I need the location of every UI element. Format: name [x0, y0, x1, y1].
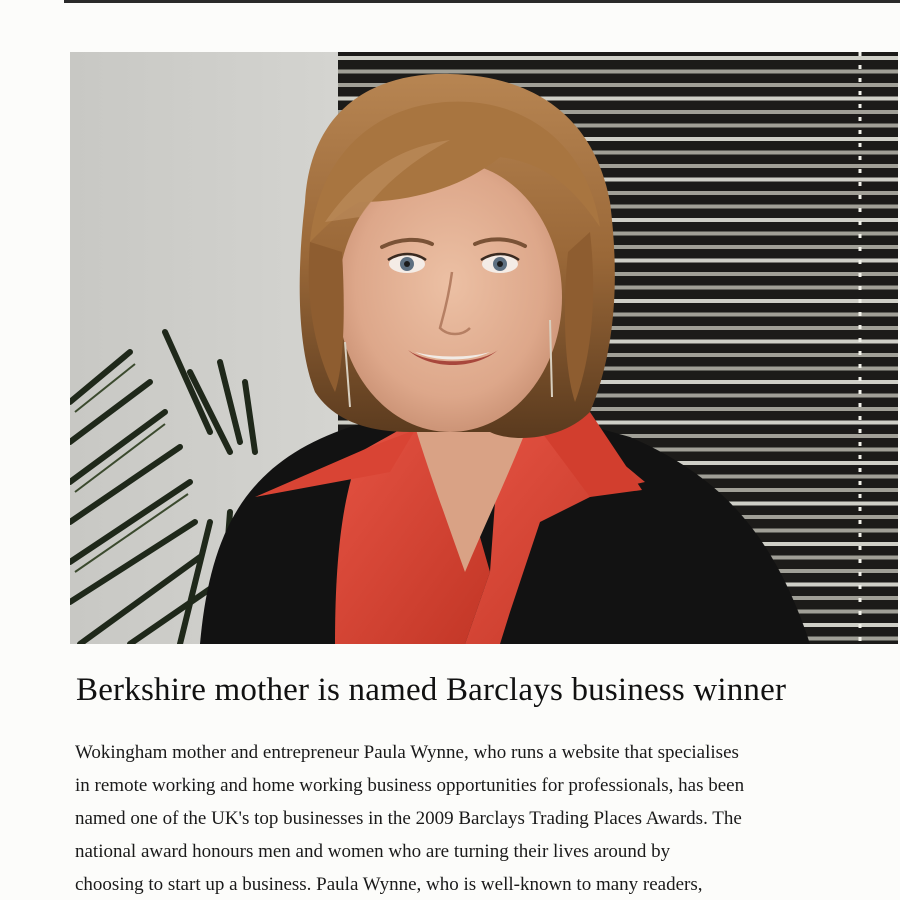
body-line: national award honours men and women who are turning their lives around by	[75, 841, 671, 862]
body-line: Wokingham mother and entrepreneur Paula Wynne, who runs a website that specialises	[75, 742, 739, 763]
article-body	[75, 736, 900, 900]
blind-slat	[338, 56, 898, 60]
blind-slat	[338, 70, 898, 74]
portrait-image	[70, 52, 898, 644]
article-photo	[70, 52, 898, 644]
body-line: in remote working and home working business opportunities for professionals, has been	[75, 775, 745, 796]
article-headline: Berkshire mother is named Barclays business winner	[76, 672, 787, 708]
body-line: named one of the UK's top businesses in the 2009 Barclays Trading Places Awards. The	[75, 808, 742, 829]
top-rule	[64, 0, 900, 3]
body-line: choosing to start up a business. Paula Wynne, who is well-known to many readers,	[75, 874, 703, 895]
